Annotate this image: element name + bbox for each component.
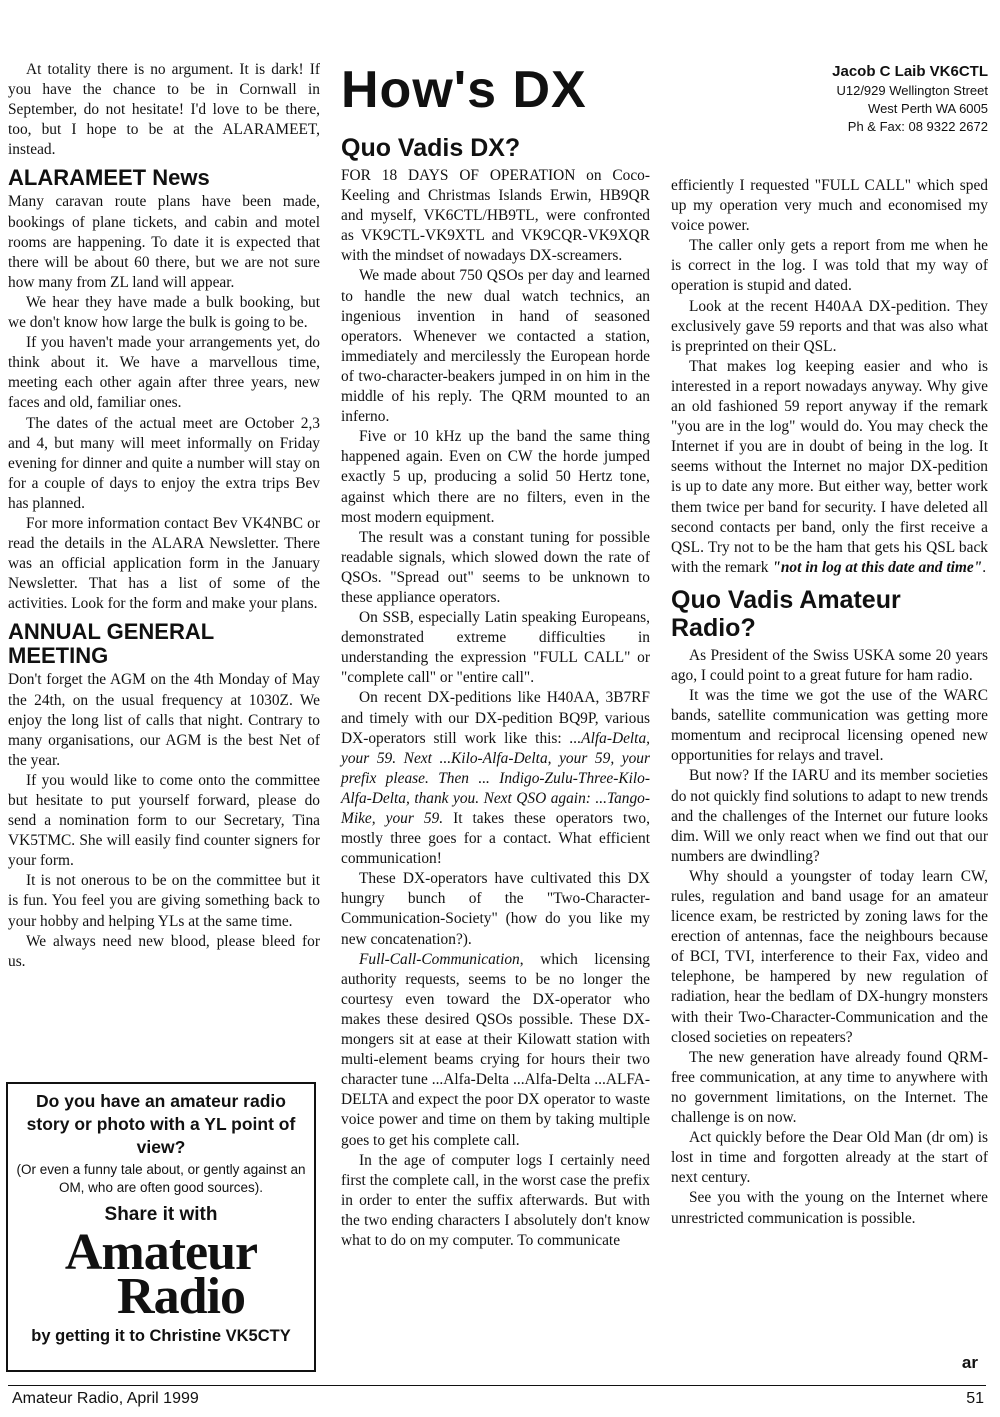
- column-right: [671, 176, 988, 1229]
- paragraph: We hear they have made a bulk booking, but we don't know how large the bulk is going to be.: [8, 293, 320, 332]
- amateur-radio-logo: [14, 1224, 308, 1325]
- paragraph: efficiently I requested "FULL CALL" which sped up my operation very much and economised my voice power.: [671, 177, 988, 235]
- footer-rule: [8, 1385, 986, 1386]
- paragraph: But now? If the IARU and its member societies do not quickly find solutions to adapt to new trends and the challenges of the Internet our future looks dim. Will we only react when we find out that our numbers are dwindling?: [671, 767, 988, 865]
- ad-subtext: (Or even a funny tale about, or gently against an OM, who are often good sources).: [16, 1162, 306, 1195]
- paragraph: Why should a youngster of today learn CW, rules, regulation and band usage for an amateur licence exam, be restricted by zoning laws for the erection of antennas, face the neighbours because of BCI, TVI, interference to their Fax, video and telephone, be hampered by new regulation of radiation, hear the bedlam of DX-hungry monsters with their Two-Character-Communication and the closed societies on repeaters?: [671, 867, 988, 1046]
- author-name: Jacob C Laib VK6CTL: [832, 63, 988, 80]
- paragraph: For more information contact Bev VK4NBC or read the details in the ALARA Newsletter. There was an official application form in the January Newsletter. That has a list of some of the activities. Look for the form and make your plans.: [8, 514, 320, 613]
- ad-share-text: Share it with: [104, 1204, 218, 1225]
- bold-italic-text: "not in log at this date and time": [772, 558, 983, 576]
- submission-ad-box: [6, 1082, 316, 1372]
- paragraph: Don't forget the AGM on the 4th Monday of May the 24th, on the usual frequency at 1030Z. We enjoy the long list of calls that night. Contrary to many organisations, our AGM is the best Net of the year.: [8, 671, 320, 769]
- paragraph: Act quickly before the Dear Old Man (dr om) is lost in time and forgotten already at the start of next century.: [671, 1129, 988, 1187]
- paragraph: If you would like to come onto the committee but hesitate to put yourself forward, please do send a nomination form to our Secretary, Tina VK5TMC. She will easily find counter signers for your form.: [8, 771, 320, 870]
- text-run: That makes log keeping easier and who is interested in a report nowadays anyway. Why give an old fashioned 59 report anyway if the remark "you are in the log" would do. You may check the Internet if you are in doubt of being in the log. It seems without the Internet no major DX-pedition is up to date any more. But either way, better work them twice per band for security. I have deleted all second contacts per band, only the first receive a QSL. Try not to be the ham that gets his QSL back with the remark: [671, 357, 988, 576]
- column-left: [8, 60, 320, 972]
- page-title: How's DX: [341, 61, 587, 119]
- paragraph: If you haven't made your arrangements yet, do think about it. We have a marvellous time, meeting each other again after three years, new faces and old, familiar ones.: [8, 334, 320, 412]
- paragraph: The result was a constant tuning for possible readable signals, which slowed down the rate of QSOs. "Spread out" seems to be unknown to these appliance operators.: [341, 528, 650, 606]
- paragraph: In the age of computer logs I certainly need first the complete call, in the worst case the prefix in order to enter the suffix afterwards. But with the two ending characters I absolutely don't know what to do on my computer. To communicate: [341, 1151, 650, 1249]
- paragraph: It is not onerous to be on the committee but it is fun. You feel you are giving something back to your hobby and helping YLs at the same time.: [8, 872, 320, 930]
- page-number: 51: [966, 1390, 984, 1407]
- heading-quo-vadis-dx: Quo Vadis DX?: [341, 134, 521, 162]
- paragraph: Five or 10 kHz up the band the same thing happened again. Even on CW the horde jumped exactly 5 up, producing a solid 50 Hertz tone, against which there are no filters, even in the most modern equipment.: [341, 428, 650, 526]
- ad-question: Do you have an amateur radio story or photo with a YL point of view?: [26, 1091, 296, 1157]
- paragraph: [341, 688, 650, 869]
- paragraph: We always need new blood, please bleed for us.: [8, 932, 320, 970]
- author-byline: [668, 62, 988, 136]
- paragraph: Many caravan route plans have been made, bookings of plane tickets, and cabin and motel rooms are happening. To date it is expected that there will be about 60 there, but we are not sure how many from ZL land will appear.: [8, 193, 320, 291]
- paragraph: The caller only gets a report from me when he is correct in the log. I was told that my way of operation is stupid and dated.: [671, 237, 988, 295]
- column-middle: [341, 60, 650, 1251]
- paragraph: It was the time we got the use of the WARC bands, satellite communication was getting more momentum and reciprocal licensing opened new opportunities for relays and travel.: [671, 687, 988, 765]
- paragraph: [341, 950, 650, 1151]
- heading-quo-vadis-amateur-radio: Quo Vadis Amateur Radio?: [671, 585, 901, 642]
- text-run: On recent DX-peditions like H40AA, 3B7RF and timely with our DX-pedition BQ9P, various DX-operators still work like this:: [341, 689, 650, 747]
- paragraph: These DX-operators have cultivated this DX hungry bunch of the "Two-Character-Communication-Society" (how do you like my new concatenation?).: [341, 870, 650, 948]
- paragraph: FOR 18 DAYS OF OPERATION on Coco-Keeling and Christmas Islands Erwin, HB9QR and myself, VK6CTL/HB9TL, were confronted as VK9CTL-VK9XTL and VK9CQR-VK9XQR with the mindset of nowadays DX-screamers.: [341, 167, 650, 265]
- logo-line: Amateur: [64, 1224, 258, 1281]
- paragraph: See you with the young on the Internet where unrestricted communication is possible.: [671, 1189, 988, 1227]
- paragraph: We made about 750 QSOs per day and learned to handle the new dual watch technics, an ingenious invention in hand of seasoned operators. Whenever we contacted a station, immediately and mercilessly the European horde of two-character-beakers jumped in on him in the middle of his reply. The QRM mounted to an inferno.: [341, 267, 650, 426]
- paragraph: On SSB, especially Latin speaking Europeans, demonstrated extreme difficulties in understanding the expression "FULL CALL" or "complete call" or "entire call".: [341, 609, 650, 687]
- text-run: , which licensing authority requests, seems to be no longer the courtesy even toward the DX-operator who makes these desired QSOs possible. These DX-mongers sit at ease at their Kilowatt station with multi-element beams crying for hours their two character tune ...Alfa-Delta ...Alfa-Delta ...ALFA-DELTA and expect the poor DX operator to waste voice power and time on them by taking multiple goes to get his complete call.: [341, 950, 650, 1149]
- italic-text: ...Alfa-Delta, your 59. Next ...Kilo-Alfa-Delta, your 59, your prefix please. Then ... Indigo-Zulu-Three-Kilo-Alfa-Delta, thank you. Next QSO again: ...Tango-Mike, your 59.: [341, 729, 650, 827]
- paragraph: [671, 357, 988, 578]
- text-run: .: [982, 558, 987, 576]
- heading-annual-general-meeting: ANNUAL GENERAL MEETING: [8, 619, 214, 669]
- paragraph: Look at the recent H40AA DX-pedition. They exclusively gave 59 reports and that was also what is preprinted on their QSL.: [671, 297, 988, 355]
- paragraph: As President of the Swiss USKA some 20 years ago, I could point to a great future for ham radio.: [671, 646, 988, 684]
- text-run: It takes these operators two, mostly three goes for a contact. What efficient communication!: [341, 810, 650, 868]
- italic-text: Full-Call-Communication: [359, 950, 520, 968]
- page-footer: [12, 1390, 984, 1408]
- ad-call-to-action: by getting it to Christine VK5CTY: [31, 1327, 291, 1345]
- author-phone: Ph & Fax: 08 9322 2672: [847, 119, 988, 134]
- end-mark: ar: [961, 1353, 978, 1372]
- paragraph: The new generation have already found QRM-free communication, at any time to anywhere with no government limitations, on the Internet. The challenge is on now.: [671, 1048, 988, 1127]
- author-address: West Perth WA 6005: [868, 101, 988, 116]
- heading-alarameet-news: ALARAMEET News: [8, 165, 210, 191]
- paragraph: The dates of the actual meet are October 2,3 and 4, but many will meet informally on Friday evening for dinner and quite a number will stay on for a couple of days to enjoy the extra trips Bev has planned.: [8, 414, 320, 512]
- footer-publication: Amateur Radio, April 1999: [12, 1390, 199, 1407]
- author-address: U12/929 Wellington Street: [836, 83, 988, 98]
- logo-line: Radio: [117, 1268, 245, 1325]
- intro-paragraph: At totality there is no argument. It is dark! If you have the chance to be in Cornwall in September, do not hesitate! I'd love to be there, too, but I hope to be at the ALARAMEET, instead.: [8, 61, 320, 159]
